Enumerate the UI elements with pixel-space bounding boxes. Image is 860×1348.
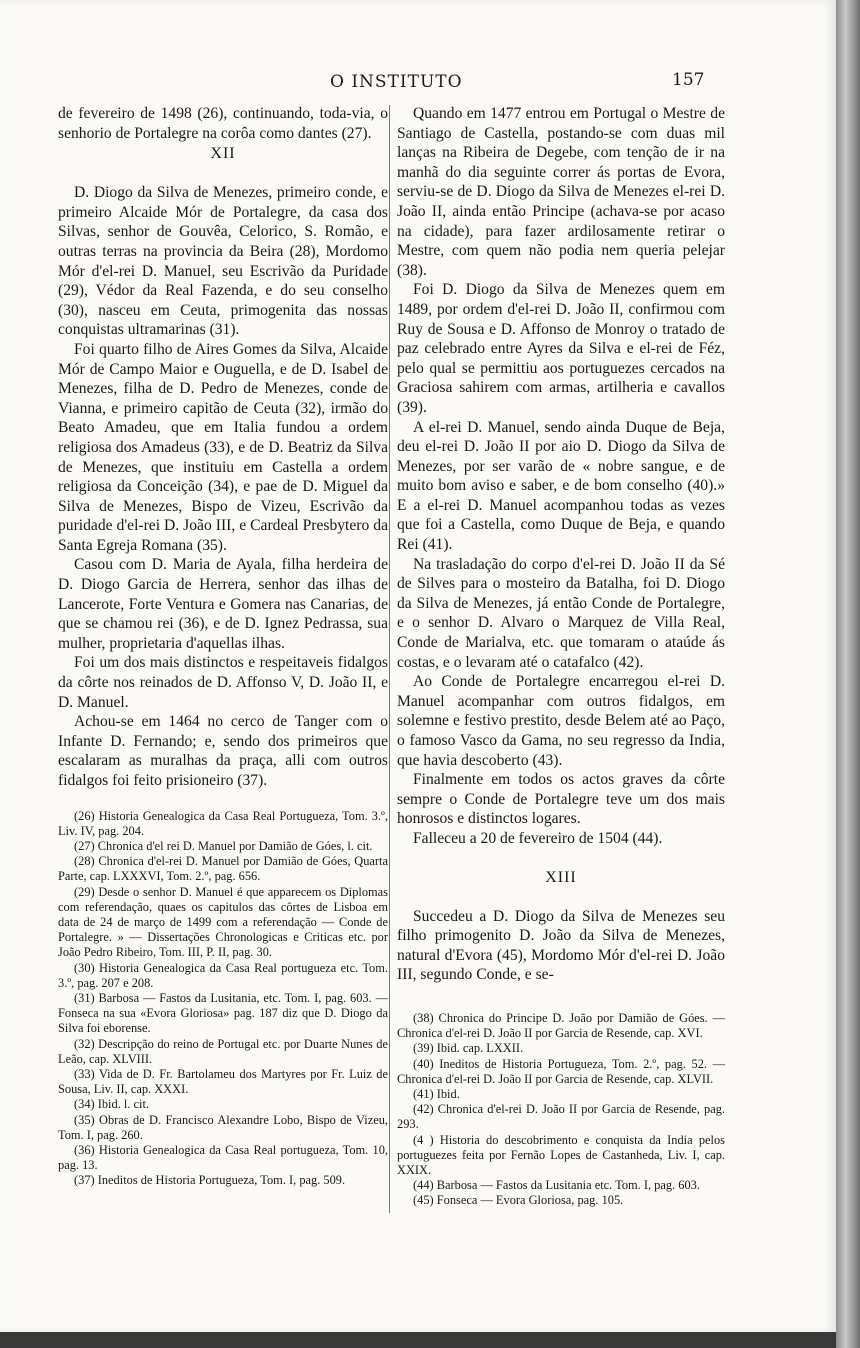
footnote: (27) Chronica d'el rei D. Manuel por Damião de Góes, l. cit. [74, 839, 373, 853]
paragraph: Falleceu a 20 de fevereiro de 1504 (44). [413, 829, 663, 847]
paragraph: Casou com D. Maria de Ayala, filha herdeira de D. Diogo Garcia de Herrera, senhor das ilhas de Lancerote, Forte Ventura e Gomera nas Canarias, de que se chamou rei (36), e de D. Ignez Pedrassa, sua mulher, proprietaria d'aquellas ilhas. [58, 556, 388, 652]
footnote: (26) Historia Genealogica da Casa Real Portugueza, Tom. 3.º, Liv. IV, pag. 204. [58, 808, 388, 838]
left-footnotes [58, 809, 388, 1189]
paragraph: Foi um dos mais distinctos e respeitaveis fidalgos da côrte nos reinados de D. Affonso V, D. João II, e D. Manuel. [58, 654, 388, 711]
footnote: (41) Ibid. [413, 1086, 460, 1101]
left-column [58, 104, 388, 1189]
section-heading: XII [210, 145, 236, 163]
running-header: O INSTITUTO [330, 72, 463, 92]
footnote: (45) Fonseca — Evora Gloriosa, pag. 105. [413, 1193, 624, 1208]
page-number: 157 [672, 70, 705, 90]
footnote: (29) Desde o senhor D. Manuel é que apparecem os Diplomas com referendação, quaes os capitulos das côrtes de Lisboa em data de 24 de março de 1499 com a referendação — Conde de Portalegre. » — Dissertações Chronologicas e Criticas etc. por João Pedro Ribeiro, Tom. III, P. II, pag. 30. [58, 884, 388, 960]
paragraph: A el-rei D. Manuel, sendo ainda Duque de Beja, deu el-rei D. João II por aio D. Diogo da Silva de Menezes, por ser varão de « nobre sangue, e de muito bom aviso e saber, e de bom conselho (40).» E a el-rei D. Manuel acompanhou todas as vezes que foi a Castella, como Duque de Beja, e quando Rei (41). [397, 418, 725, 554]
footnote: (32) Descripção do reino de Portugal etc. por Duarte Nunes de Leão, cap. XLVIII. [58, 1036, 388, 1066]
footnote: (38) Chronica do Principe D. João por Damião de Góes. — Chronica d'el-rei D. João II por Garcia de Resende, cap. XVI. [397, 1010, 725, 1041]
paragraph: Foi quarto filho de Aires Gomes da Silva, Alcaide Mór de Campo Maior e Ouguella, e de D. Isabel de Menezes, filha de D. Pedro de Menezes, conde de Vianna, e primeiro capitão de Ceuta (32), irmão do Beato Amadeu, que em Italia fundou a ordem religiosa dos Amadeus (33), e de D. Beatriz da Silva de Menezes, que instituiu em Castella a ordem religiosa da Conceição (34), e pae de D. Miguel da Silva de Menezes, Bispo de Vizeu, Escrivão da puridade d'el-rei D. João III, e Cardeal Presbytero da Santa Egreja Romana (35). [58, 340, 388, 554]
paragraph: Na trasladação do corpo d'el-rei D. João II da Sé de Silves para o mosteiro da Batalha, foi D. Diogo da Silva de Menezes, já então Conde de Portalegre, e o senhor D. Alvaro o Marquez de Villa Real, Conde de Marialva, etc. que tomaram o ataúde ás costas, e o levaram até o catafalco (42). [397, 555, 725, 671]
footnote: (35) Obras de D. Francisco Alexandre Lobo, Bispo de Vizeu, Tom. I, pag. 260. [58, 1112, 388, 1142]
footnote: (28) Chronica d'el-rei D. Manuel por Damião de Góes, Quarta Parte, cap. LXXXVI, Tom. 2.º, pag. 656. [58, 854, 388, 884]
footnote: (44) Barbosa — Fastos da Lusitania etc. Tom. I, pag. 603. [413, 1178, 700, 1193]
footnote: (42) Chronica d'el-rei D. João II por Garcia de Resende, pag. 293. [397, 1102, 725, 1132]
book-spine-edge [836, 0, 860, 1348]
paragraph: Succedeu a D. Diogo da Silva de Menezes seu filho primogenito D. João da Silva de Menezes, natural d'Evora (45), Mordomo Mór d'el-rei D. João III, segundo Conde, e se- [397, 907, 725, 984]
paragraph: Quando em 1477 entrou em Portugal o Mestre de Santiago de Castella, postando-se com duas mil lanças na Ribeira de Degebe, com tenção de ir na manhã do dia seguinte correr ás portas de Evora, serviu-se de D. Diogo da Silva de Menezes el-rei D. João II, ainda então Principe (achava-se por acaso na cidade), para fazer ardilosamente retirar o Mestre, com quem não podia nem queria pelejar (38). [397, 105, 725, 279]
footnote: (30) Historia Genealogica da Casa Real portugueza etc. Tom. 3.º, pag. 207 e 208. [58, 960, 388, 990]
footnote: (31) Barbosa — Fastos da Lusitania, etc. Tom. I, pag. 603. — Fonseca na sua «Evora Gloriosa» pag. 187 diz que D. Diogo da Silva foi eborense. [58, 991, 388, 1036]
footnote: (36) Historia Genealogica da Casa Real portugueza, Tom. 10, pag. 13. [58, 1143, 388, 1173]
footnote: (33) Vida de D. Fr. Bartolameu dos Martyres por Fr. Luiz de Sousa, Liv. II, cap. XXXI. [58, 1067, 388, 1097]
right-footnotes [397, 1011, 725, 1209]
section-heading: XIII [545, 868, 577, 886]
footnote: (34) Ibid. l. cit. [74, 1097, 150, 1112]
footnote: (37) Ineditos de Historia Portugueza, Tom. I, pag. 509. [74, 1173, 346, 1188]
left-body [58, 104, 388, 791]
paragraph: Ao Conde de Portalegre encarregou el-rei D. Manuel acompanhar com outros fidalgos, em solemne e festivo prestito, desde Belem até ao Paço, o famoso Vasco da Gama, no seu regresso da India, que havia descoberto (43). [397, 673, 725, 769]
footnote: (4 ) Historia do descobrimento e conquista da India pelos portuguezes feita por Fernão Lopes de Castanheda, Liv. I, cap. XXIX. [397, 1132, 725, 1177]
right-body [397, 104, 725, 985]
paragraph: Achou-se em 1464 no cerco de Tanger com o Infante D. Fernando; e, sendo dos primeiros que escalaram as muralhas da praça, alli com outros fidalgos foi feito prisioneiro (37). [58, 713, 388, 789]
paragraph: D. Diogo da Silva de Menezes, primeiro conde, e primeiro Alcaide Mór de Portalegre, da casa dos Silvas, senhor de Gouvêa, Celorico, S. Romão, e outras terras na provincia da Beira (28), Mordomo Mór d'el-rei D. Manuel, seu Escrivão da Puridade (29), Védor da Real Fazenda, e do seu conselho (30), nasceu em Ceuta, primogenita das nossas conquistas ultramarinas (31). [58, 184, 388, 339]
footnote: (40) Ineditos de Historia Portugueza, Tom. 2.º, pag. 52. — Chronica d'el-rei D. João II por Garcia de Resende, cap. XLVII. [397, 1056, 725, 1086]
column-divider [389, 105, 390, 1213]
right-column [397, 104, 725, 1209]
paragraph: de fevereiro de 1498 (26), continuando, toda-via, o senhorio de Portalegre na corôa como dantes (27). [58, 105, 388, 142]
paragraph: Foi D. Diogo da Silva de Menezes quem em 1489, por ordem d'el-rei D. João II, confirmou com Ruy de Sousa e D. Affonso de Monroy o tratado de paz celebrado entre Ayres da Silva e el-rei de Féz, pelo qual se permittiu aos portuguezes cercados na Graciosa sahirem com armas, artilheria e cavallos (39). [397, 281, 725, 416]
footnote: (39) Ibid. cap. LXXII. [413, 1041, 524, 1056]
paragraph: Finalmente em todos os actos graves da côrte sempre o Conde de Portalegre teve um dos mais honrosos e distinctos logares. [397, 771, 725, 828]
